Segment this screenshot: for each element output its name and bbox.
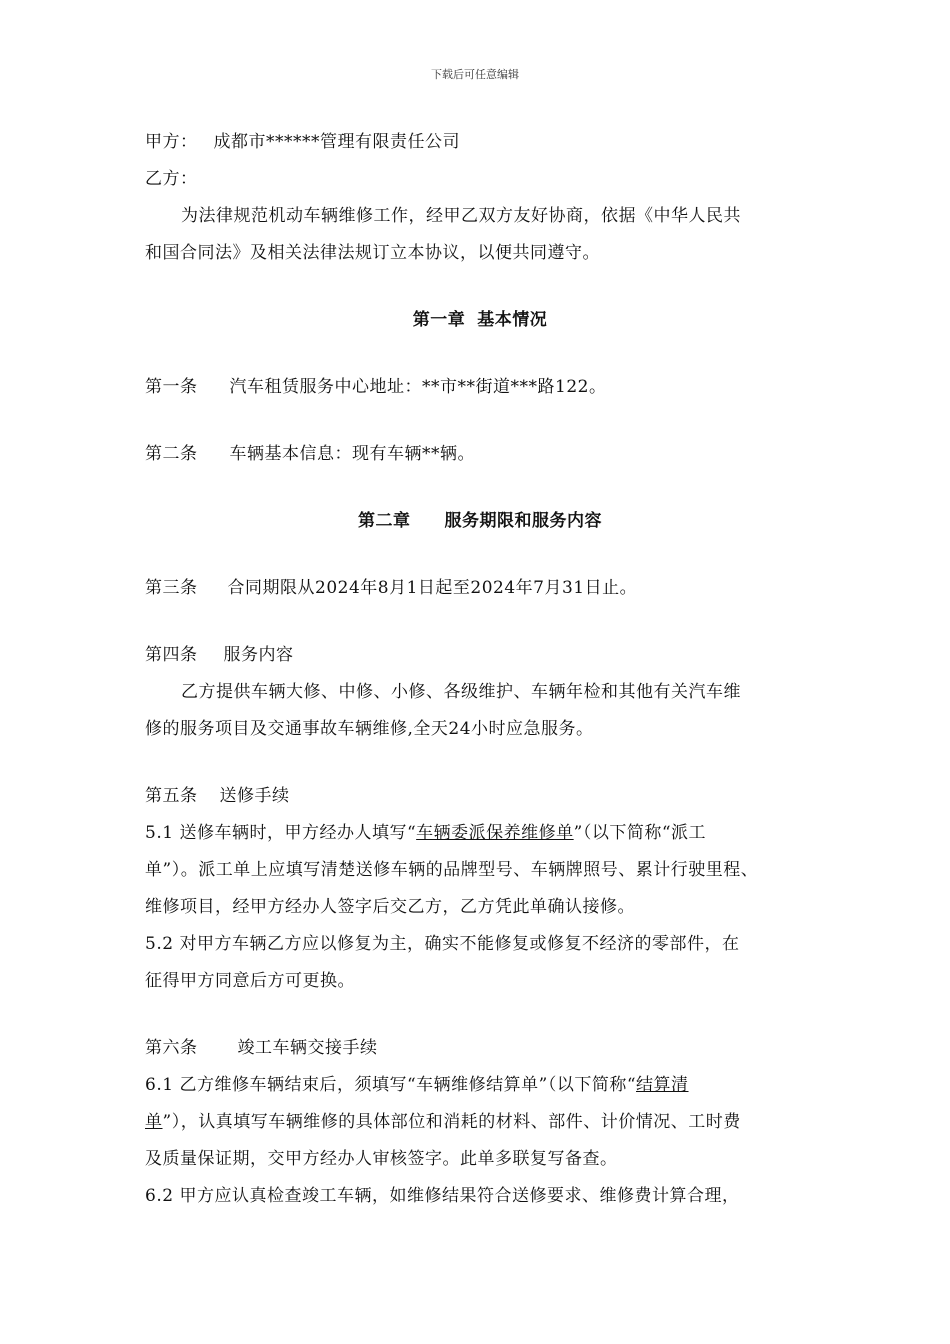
clause-5-1-pre: 5.1 送修车辆时，甲方经办人填写“: [145, 823, 417, 843]
clause-5-1-line-2: 单”）。派工单上应填写清楚送修车辆的品牌型号、车辆牌照号、累计行驶里程、: [145, 860, 759, 880]
article-4-line-2: 修的服务项目及交通事故车辆维修,全天24小时应急服务。: [145, 719, 594, 739]
settlement-form-name-part-1: 结算清: [636, 1075, 689, 1095]
clause-6-1-line-3: 及质量保证期，交甲方经办人审核签字。此单多联复写备查。: [145, 1149, 618, 1169]
article-2-text: 车辆基本信息：现有车辆**辆。: [229, 444, 475, 464]
clause-5-2-line-2: 征得甲方同意后方可更换。: [145, 971, 355, 991]
intro-line-2: 和国合同法》及相关法律法规订立本协议，以便共同遵守。: [145, 243, 600, 263]
chapter-2-heading: [145, 503, 815, 540]
article-3-text: 合同期限从2024年8月1日起至2024年7月31日止。: [227, 578, 638, 598]
article-6: [145, 1030, 815, 1067]
article-4: [145, 637, 815, 674]
intro-line-1: 为法律规范机动车辆维修工作，经甲乙双方友好协商，依据《中华人民共: [181, 206, 741, 226]
clause-5-1-post: ”（以下简称“派工: [573, 823, 707, 843]
article-3-number: 第三条: [145, 578, 198, 598]
article-2-number: 第二条: [145, 444, 198, 464]
party-b-line: [145, 161, 815, 198]
clause-5-1-line-1: [145, 815, 815, 852]
article-3: [145, 570, 815, 607]
clause-6-1-pre: 6.1 乙方维修车辆结束后，须填写“车辆维修结算单”（以下简称“: [145, 1075, 637, 1095]
article-6-number: 第六条: [145, 1038, 198, 1058]
clause-5-2-line-1: 5.2 对甲方车辆乙方应以修复为主，确实不能修复或修复不经济的零部件，在: [145, 934, 740, 954]
party-b-label: 乙方：: [145, 169, 198, 189]
party-a-line: [145, 124, 815, 161]
article-1-text: 汽车租赁服务中心地址：**市**街道***路122。: [229, 377, 607, 397]
contract-body: [145, 124, 815, 1215]
clause-5-1-line-3: 维修项目，经甲方经办人签字后交乙方，乙方凭此单确认接修。: [145, 897, 635, 917]
clause-6-1-line-2-text: ”），认真填写车辆维修的具体部位和消耗的材料、部件、计价情况、工时费: [162, 1112, 741, 1132]
article-4-title: 服务内容: [223, 645, 294, 665]
party-a-label: 甲方：: [145, 132, 198, 152]
article-5: [145, 778, 815, 815]
article-6-title: 竣工车辆交接手续: [237, 1038, 378, 1058]
chapter-1-number: 第一章: [412, 310, 466, 330]
article-4-line-1: 乙方提供车辆大修、中修、小修、各级维护、车辆年检和其他有关汽车维: [181, 682, 741, 702]
chapter-1-title: 基本情况: [477, 310, 548, 330]
dispatch-form-name: 车辆委派保养维修单: [416, 823, 574, 843]
clause-6-1-line-2: [145, 1104, 815, 1141]
party-a-name: 成都市******管理有限责任公司: [213, 132, 460, 152]
article-2: [145, 436, 815, 473]
article-5-number: 第五条: [145, 786, 198, 806]
header-note: 下载后可任意编辑: [431, 68, 519, 81]
chapter-1-heading: [145, 302, 815, 339]
article-1-number: 第一条: [145, 377, 198, 397]
chapter-2-number: 第二章: [358, 511, 411, 531]
chapter-2-title: 服务期限和服务内容: [444, 511, 602, 531]
clause-6-1-line-1: [145, 1067, 815, 1104]
article-5-title: 送修手续: [219, 786, 290, 806]
clause-6-2-line-1: 6.2 甲方应认真检查竣工车辆，如维修结果符合送修要求、维修费计算合理，: [145, 1186, 740, 1206]
article-1: [145, 369, 815, 406]
settlement-form-name-part-2: 单: [145, 1112, 163, 1132]
article-4-number: 第四条: [145, 645, 198, 665]
